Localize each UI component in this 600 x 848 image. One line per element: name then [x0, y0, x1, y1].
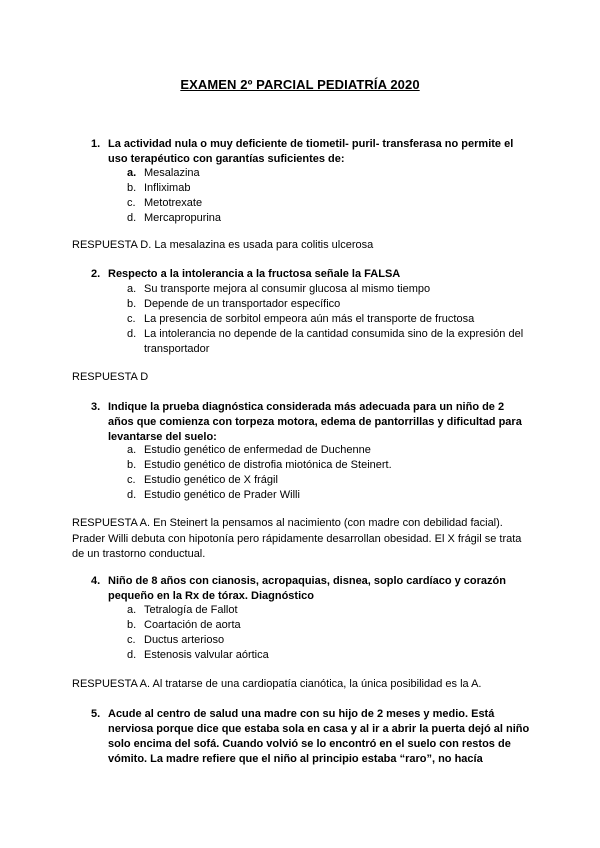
- question-text: Respecto a la intolerancia a la fructosa señale la FALSA: [108, 268, 401, 280]
- question-text: Niño de 8 años con cianosis, acropaquias, disnea, soplo cardíaco y corazón pequeño en la Rx de tórax. Diagnóstico: [108, 575, 506, 602]
- question-3-options: [127, 443, 537, 503]
- option-item: [127, 196, 537, 211]
- option-text: La presencia de sorbitol empeora aún más el transporte de fructosa: [144, 313, 475, 325]
- option-letter: b.: [127, 459, 137, 471]
- option-text: Infliximab: [144, 182, 191, 194]
- option-letter: d.: [127, 489, 137, 501]
- option-letter: d.: [127, 212, 137, 224]
- answer-3: RESPUESTA A. En Steinert la pensamos al nacimiento (con madre con debilidad facial). Prader Willi debuta con hipotonía pero rápidamente desarrollan obesidad. El X frágil se trata de un trastorno conductual.: [72, 517, 522, 560]
- option-item: [127, 297, 537, 312]
- option-letter: c.: [127, 474, 136, 486]
- option-text: Su transporte mejora al consumir glucosa al mismo tiempo: [144, 283, 431, 295]
- option-letter: a.: [127, 444, 137, 456]
- option-letter: d.: [127, 328, 137, 340]
- question-text: Indique la prueba diagnóstica considerada más adecuada para un niño de 2 años que comienza con torpeza motora, edema de pantorrillas y dificultad para levantarse del suelo:: [108, 401, 522, 443]
- option-text: Mercapropurina: [144, 212, 222, 224]
- option-item: [127, 488, 537, 503]
- option-item: [127, 312, 537, 327]
- question-number: 4.: [91, 575, 101, 587]
- option-text: Estudio genético de X frágil: [144, 474, 278, 486]
- option-letter: c.: [127, 313, 136, 325]
- question-number: 3.: [91, 401, 101, 413]
- option-text: Ductus arterioso: [144, 634, 225, 646]
- question-number: 5.: [91, 708, 101, 720]
- question-1: [91, 137, 531, 167]
- answer-2: RESPUESTA D: [72, 371, 149, 383]
- option-letter: c.: [127, 197, 136, 209]
- option-item: [127, 327, 537, 357]
- question-4: [91, 574, 531, 604]
- option-text: Estenosis valvular aórtica: [144, 649, 269, 661]
- option-item: [127, 166, 537, 181]
- question-5: [91, 707, 531, 767]
- option-letter: a.: [127, 167, 137, 179]
- option-text: Depende de un transportador específico: [144, 298, 341, 310]
- question-text: La actividad nula o muy deficiente de tiometil- puril- transferasa no permite el uso terapéutico con garantías suficientes de:: [108, 138, 514, 165]
- option-item: [127, 443, 537, 458]
- question-number: 2.: [91, 268, 101, 280]
- option-text: Estudio genético de enfermedad de Duchenne: [144, 444, 371, 456]
- question-2: [91, 267, 531, 282]
- option-letter: a.: [127, 283, 137, 295]
- question-3: [91, 400, 531, 445]
- option-item: [127, 181, 537, 196]
- option-text: Coartación de aorta: [144, 619, 241, 631]
- option-letter: b.: [127, 182, 137, 194]
- option-text: Tetralogía de Fallot: [144, 604, 238, 616]
- option-item: [127, 648, 537, 663]
- question-text: Acude al centro de salud una madre con su hijo de 2 meses y medio. Está nerviosa porque dice que estaba sola en casa y al ir a abrir la puerta dejó al niño solo encima del sofá. Cuando volvió se lo encontró en el suelo con restos de vómito. La madre refiere que el niño al principio estaba “raro”, no hacía: [108, 708, 530, 765]
- answer-4: RESPUESTA A. Al tratarse de una cardiopatía cianótica, la única posibilidad es la A.: [72, 678, 482, 690]
- option-text: Metotrexate: [144, 197, 203, 209]
- answer-1: RESPUESTA D. La mesalazina es usada para colitis ulcerosa: [72, 239, 374, 251]
- option-letter: a.: [127, 604, 137, 616]
- option-item: [127, 618, 537, 633]
- option-letter: b.: [127, 619, 137, 631]
- page-title: EXAMEN 2º PARCIAL PEDIATRÍA 2020: [180, 77, 420, 92]
- option-text: Estudio genético de Prader Willi: [144, 489, 300, 501]
- option-letter: b.: [127, 298, 137, 310]
- question-number: 1.: [91, 138, 101, 150]
- option-item: [127, 458, 537, 473]
- option-letter: d.: [127, 649, 137, 661]
- option-item: [127, 211, 537, 226]
- option-item: [127, 282, 537, 297]
- option-item: [127, 633, 537, 648]
- question-1-options: [127, 166, 537, 226]
- option-letter: c.: [127, 634, 136, 646]
- option-item: [127, 473, 537, 488]
- option-text: Estudio genético de distrofia miotónica de Steinert.: [144, 459, 392, 471]
- question-2-options: [127, 282, 537, 357]
- option-item: [127, 603, 537, 618]
- option-text: Mesalazina: [144, 167, 200, 179]
- question-4-options: [127, 603, 537, 663]
- option-text: La intolerancia no depende de la cantidad consumida sino de la expresión del transportador: [144, 328, 524, 355]
